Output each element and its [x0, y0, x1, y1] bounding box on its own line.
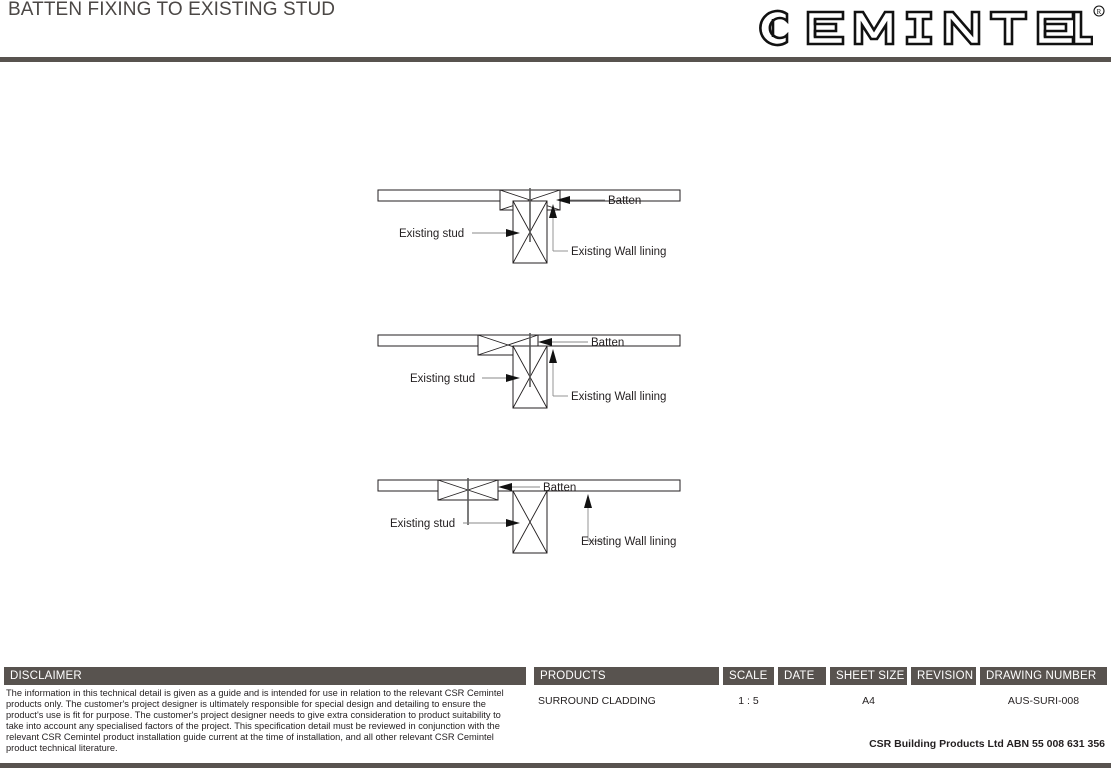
- title-block-table: [0, 664, 1111, 768]
- detail-2-drawing: [0, 325, 1111, 445]
- detail-3-stud-label: Existing stud: [390, 518, 456, 530]
- footer-divider: [0, 763, 1111, 768]
- header-drawing-number: DRAWING NUMBER: [980, 667, 1107, 685]
- disclaimer-text: The information in this technical detail is given as a guide and is intended for use in relation to the relevant CSR Cemintel products only. The customer's project designer is ultimately responsible for special design and detailing to ensure the product's use is fit for purpose. The customer's project designer needs to give extra consideration to product suitability to take into account any specialised factors of the project. This specification detail must be reviewed in conjunction with the relevant CSR Cemintel product installation guide current at the time of installation, and all other relevant CSR Cemintel product technical literature.: [6, 688, 504, 754]
- detail-2-batten-label: Batten: [591, 337, 625, 349]
- detail-1: [0, 180, 1111, 300]
- detail-1-stud-label: Existing stud: [399, 228, 465, 240]
- detail-2: [0, 325, 1111, 445]
- detail-2-lining-arrowhead: [549, 349, 557, 363]
- page-header: [0, 0, 1111, 58]
- registered-trademark-icon: [1073, 4, 1093, 52]
- company-abn: CSR Building Products Ltd ABN 55 008 631 356: [869, 738, 1105, 750]
- cemintel-logo-mark: [751, 4, 1073, 52]
- header-disclaimer: DISCLAIMER: [4, 667, 526, 685]
- header-scale: SCALE: [723, 667, 774, 685]
- detail-1-lining-label: Existing Wall lining: [571, 246, 667, 258]
- detail-3-lining-label: Existing Wall lining: [581, 536, 677, 548]
- value-sheet-size: A4: [862, 695, 875, 707]
- detail-1-lining-leader: [553, 216, 568, 251]
- detail-3: [0, 470, 1111, 590]
- header-revision: REVISION: [911, 667, 976, 685]
- detail-3-batten-label: Batten: [543, 482, 577, 494]
- page-title: BATTEN FIXING TO EXISTING STUD: [8, 0, 336, 20]
- detail-2-lining-leader: [553, 361, 568, 396]
- detail-3-lining-arrowhead: [584, 494, 592, 508]
- detail-2-lining-label: Existing Wall lining: [571, 391, 667, 403]
- detail-2-stud-label: Existing stud: [410, 373, 476, 385]
- detail-1-drawing: [0, 180, 1111, 300]
- detail-1-batten-label: Batten: [608, 195, 642, 207]
- registered-symbol-icon: [1093, 4, 1105, 52]
- header-sheet-size: SHEET SIZE: [830, 667, 907, 685]
- value-drawing-number: AUS-SURI-008: [1007, 695, 1080, 707]
- detail-3-drawing: [0, 470, 1111, 590]
- value-scale: 1 : 5: [738, 695, 759, 707]
- drawing-area: [0, 62, 1111, 660]
- header-date: DATE: [778, 667, 826, 685]
- header-products: PRODUCTS: [534, 667, 719, 685]
- svg-text:R: R: [1096, 8, 1102, 17]
- value-products: SURROUND CLADDING: [538, 695, 656, 707]
- cemintel-logo: [751, 4, 1105, 52]
